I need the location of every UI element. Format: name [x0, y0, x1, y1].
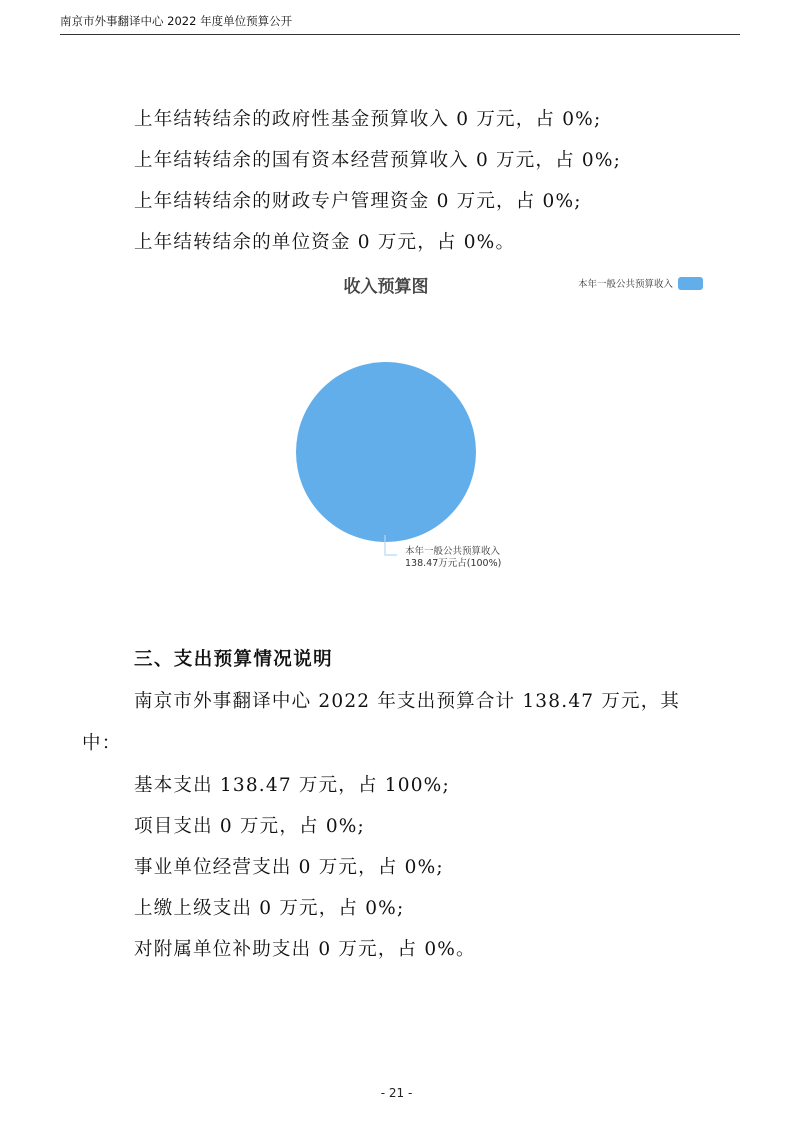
- pie-data-label-value: 138.47万元占(100%): [405, 558, 502, 569]
- chart-title: 收入预算图: [343, 277, 429, 297]
- pie-slice-1: [296, 362, 476, 542]
- expenditure-item-5: 对附属单位补助支出 0 万元，占 0%。: [134, 939, 476, 960]
- legend-label: 本年一般公共预算收入: [577, 279, 673, 290]
- pie-slices: [296, 362, 476, 542]
- income-line-4: 上年结转结余的单位资金 0 万元，占 0%。: [134, 232, 516, 253]
- expenditure-item-3: 事业单位经营支出 0 万元，占 0%;: [134, 857, 444, 878]
- page-header: 南京市外事翻译中心 2022 年度单位预算公开: [60, 14, 293, 28]
- section-3-title: 三、支出预算情况说明: [134, 649, 334, 670]
- income-line-2: 上年结转结余的国有资本经营预算收入 0 万元，占 0%;: [134, 150, 622, 171]
- legend-swatch: [678, 277, 703, 290]
- income-line-1: 上年结转结余的政府性基金预算收入 0 万元，占 0%;: [134, 109, 602, 130]
- pie-data-label-name: 本年一般公共预算收入: [405, 546, 501, 557]
- expenditure-summary-line-2: 中：: [82, 733, 122, 754]
- income-budget-pie-chart: [260, 268, 720, 588]
- expenditure-item-1: 基本支出 138.47 万元，占 100%;: [134, 775, 450, 796]
- expenditure-item-4: 上缴上级支出 0 万元，占 0%;: [134, 898, 405, 919]
- expenditure-item-2: 项目支出 0 万元，占 0%;: [134, 816, 365, 837]
- header-divider: [60, 34, 740, 35]
- page-number: - 21 -: [380, 1086, 413, 1100]
- income-line-3: 上年结转结余的财政专户管理资金 0 万元，占 0%;: [134, 191, 582, 212]
- expenditure-summary-line-1: 南京市外事翻译中心 2022 年支出预算合计 138.47 万元，其: [134, 691, 681, 712]
